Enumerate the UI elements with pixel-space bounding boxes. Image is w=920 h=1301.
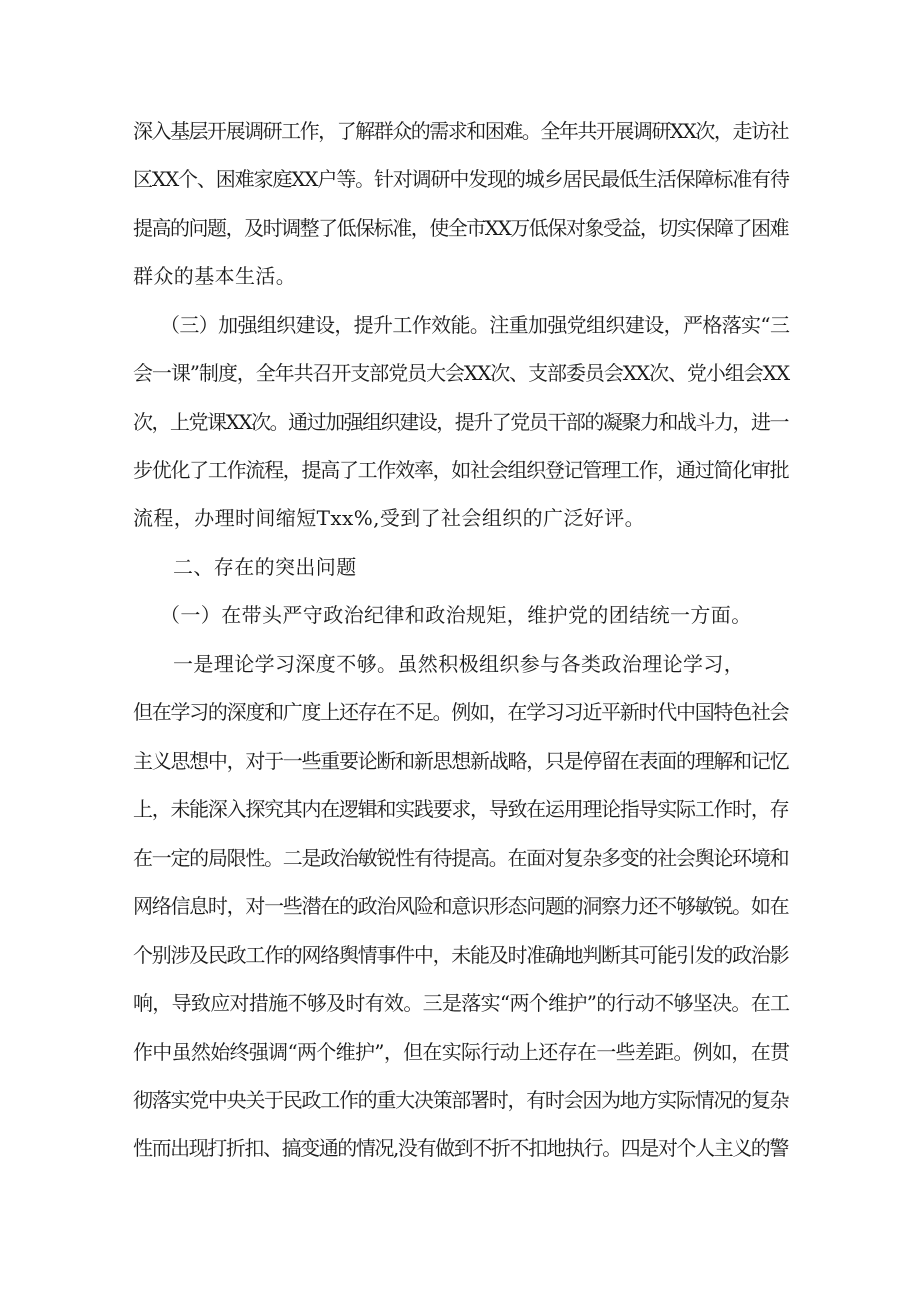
- text-line: 步优化了工作流程，提高了工作效率，如社会组织登记管理工作，通过简化审批: [133, 458, 789, 482]
- text-line: 作中虽然始终强调“两个维护”，但在实际行动上还存在一些差距。例如，在贯: [133, 1040, 790, 1064]
- text-line: （三）加强组织建设，提升工作效能。注重加强党组织建设，严格落实“三: [160, 313, 790, 337]
- text-line: 群众的基本生活。: [133, 264, 297, 288]
- text-line: 深入基层开展调研工作，了解群众的需求和困难。全年共开展调研XX次，走访社: [133, 119, 788, 143]
- text-line: 性而出现打折扣、搞变通的情况,没有做到不折不扣地执行。四是对个人主义的警: [133, 1136, 788, 1160]
- text-line: 响，导致应对措施不够及时有效。三是落实“两个维护”的行动不够坚决。在工: [133, 991, 790, 1015]
- text-line: 彻落实党中央关于民政工作的重大决策部署时，有时会因为地方实际情况的复杂: [133, 1088, 789, 1112]
- text-line: 在一定的局限性。二是政治敏锐性有待提高。在面对复杂多变的社会舆论环境和: [133, 846, 789, 870]
- text-line: 上，未能深入探究其内在逻辑和实践要求，导致在运用理论指导实际工作时，存: [133, 797, 789, 821]
- section-heading: 二、存在的突出问题: [173, 555, 357, 579]
- text-line: 提高的问题，及时调整了低保标准，使全市XX万低保对象受益，切实保障了困难: [133, 216, 788, 240]
- text-line: 会一课”制度，全年共召开支部党员大会XX次、支部委员会XX次、党小组会XX: [133, 361, 789, 385]
- text-line: 一是理论学习深度不够。虽然积极组织参与各类政治理论学习，: [173, 652, 745, 676]
- text-line: 区XX个、困难家庭XX户等。针对调研中发现的城乡居民最低生活保障标准有待: [133, 167, 789, 191]
- text-line: 个别涉及民政工作的网络舆情事件中，未能及时准确地判断其可能引发的政治影: [133, 943, 789, 967]
- text-line: 次，上党课XX次。通过加强组织建设，提升了党员干部的凝聚力和战斗力，进一: [133, 410, 788, 434]
- text-line: 网络信息时，对一些潜在的政治风险和意识形态问题的洞察力还不够敏锐。如在: [133, 894, 789, 918]
- text-line: 但在学习的深度和广度上还存在不足。例如，在学习习近平新时代中国特色社会: [133, 700, 789, 724]
- text-line: 主义思想中，对于一些重要论断和新思想新战略，只是停留在表面的理解和记忆: [133, 749, 789, 773]
- subsection-heading: （一）在带头严守政治纪律和政治规矩，维护党的团结统一方面。: [160, 603, 752, 627]
- text-line: 流程，办理时间缩短Txx%,受到了社会组织的广泛好评。: [133, 506, 646, 530]
